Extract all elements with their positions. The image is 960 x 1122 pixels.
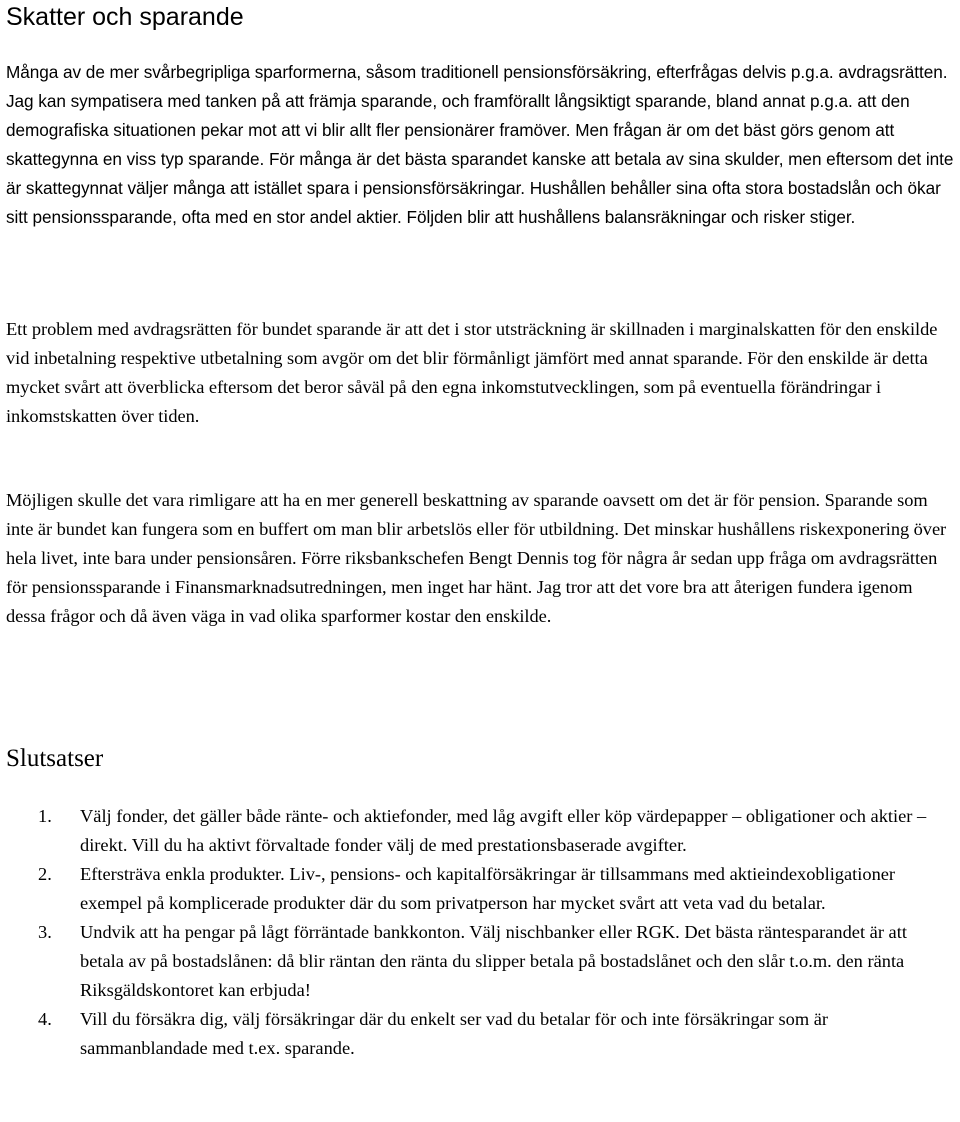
list-item-text: Undvik att ha pengar på lågt förräntade bankkonton. Välj nischbanker eller RGK. Det bästa räntesparandet är att betala av på bostadslånen: då blir räntan den ränta du slipper betala på bostadslånet och den slår t.o.m. den ränta Riksgäldskontoret kan erbjuda!	[80, 922, 907, 1000]
list-item	[6, 802, 954, 860]
list-item-number: 2.	[38, 864, 52, 884]
list-item-text: Välj fonder, det gäller både ränte- och aktiefonder, med låg avgift eller köp värdepapper – obligationer och aktier – direkt. Vill du ha aktivt förvaltade fonder välj de med prestationsbaserade avgifter.	[80, 806, 927, 855]
list-item-number: 4.	[38, 1009, 52, 1029]
section-heading-skatter-och-sparande: Skatter och sparande	[6, 3, 244, 31]
list-item-number: 3.	[38, 922, 52, 942]
list-item	[6, 918, 954, 1005]
paragraph-generell-beskattning: Möjligen skulle det vara rimligare att ha en mer generell beskattning av sparande oavsett om det är för pension. Sparande som inte är bundet kan fungera som en buffert om man blir arbetslös eller för utbildning. Det minskar hushållens riskexponering över hela livet, inte bara under pensionsåren. Förre riksbankschefen Bengt Dennis tog för några år sedan upp fråga om avdragsrätten för pensionssparande i Finansmarknadsutredningen, men inget har hänt. Jag tror att det vore bra att återigen fundera igenom dessa frågor och då även väga in vad olika sparformer kostar den enskilde.	[6, 490, 947, 626]
list-item	[6, 1005, 954, 1063]
list-item-text: Eftersträva enkla produkter. Liv-, pensions- och kapitalförsäkringar är tillsammans med aktieindexobligationer exempel på komplicerade produkter där du som privatperson har mycket svårt att veta vad du betalar.	[80, 864, 896, 913]
section-heading-slutsatser: Slutsatser	[6, 745, 104, 772]
paragraph-marginalskatt: Ett problem med avdragsrätten för bundet sparande är att det i stor utsträckning är skillnaden i marginalskatten för den enskilde vid inbetalning respektive utbetalning som avgör om det blir förmånligt jämfört med annat sparande. För den enskilde är detta mycket svårt att överblicka eftersom det beror såväl på den egna inkomstutvecklingen, som på eventuella förändringar i inkomstskatten över tiden.	[6, 319, 938, 426]
conclusions-list	[6, 802, 954, 1063]
paragraph-avdragsratten: Många av de mer svårbegripliga sparformerna, såsom traditionell pensionsförsäkring, efterfrågas delvis p.g.a. avdragsrätten. Jag kan sympatisera med tanken på att främja sparande, och framförallt långsiktigt sparande, bland annat p.g.a. att den demografiska situationen pekar mot att vi blir allt fler pensionärer framöver. Men frågan är om det bäst görs genom att skattegynna en viss typ sparande. För många är det bästa sparandet kanske att betala av sina skulder, men eftersom det inte är skattegynnat väljer många att istället spara i pensionsförsäkringar. Hushållen behåller sina ofta stora bostadslån och ökar sitt pensionssparande, ofta med en stor andel aktier. Följden blir att hushållens balansräkningar och risker stiger.	[6, 62, 954, 227]
list-item	[6, 860, 954, 918]
list-item-number: 1.	[38, 806, 52, 826]
list-item-text: Vill du försäkra dig, välj försäkringar där du enkelt ser vad du betalar för och inte försäkringar som är sammanblandade med t.ex. sparande.	[80, 1009, 829, 1058]
document-page	[6, 0, 954, 1058]
